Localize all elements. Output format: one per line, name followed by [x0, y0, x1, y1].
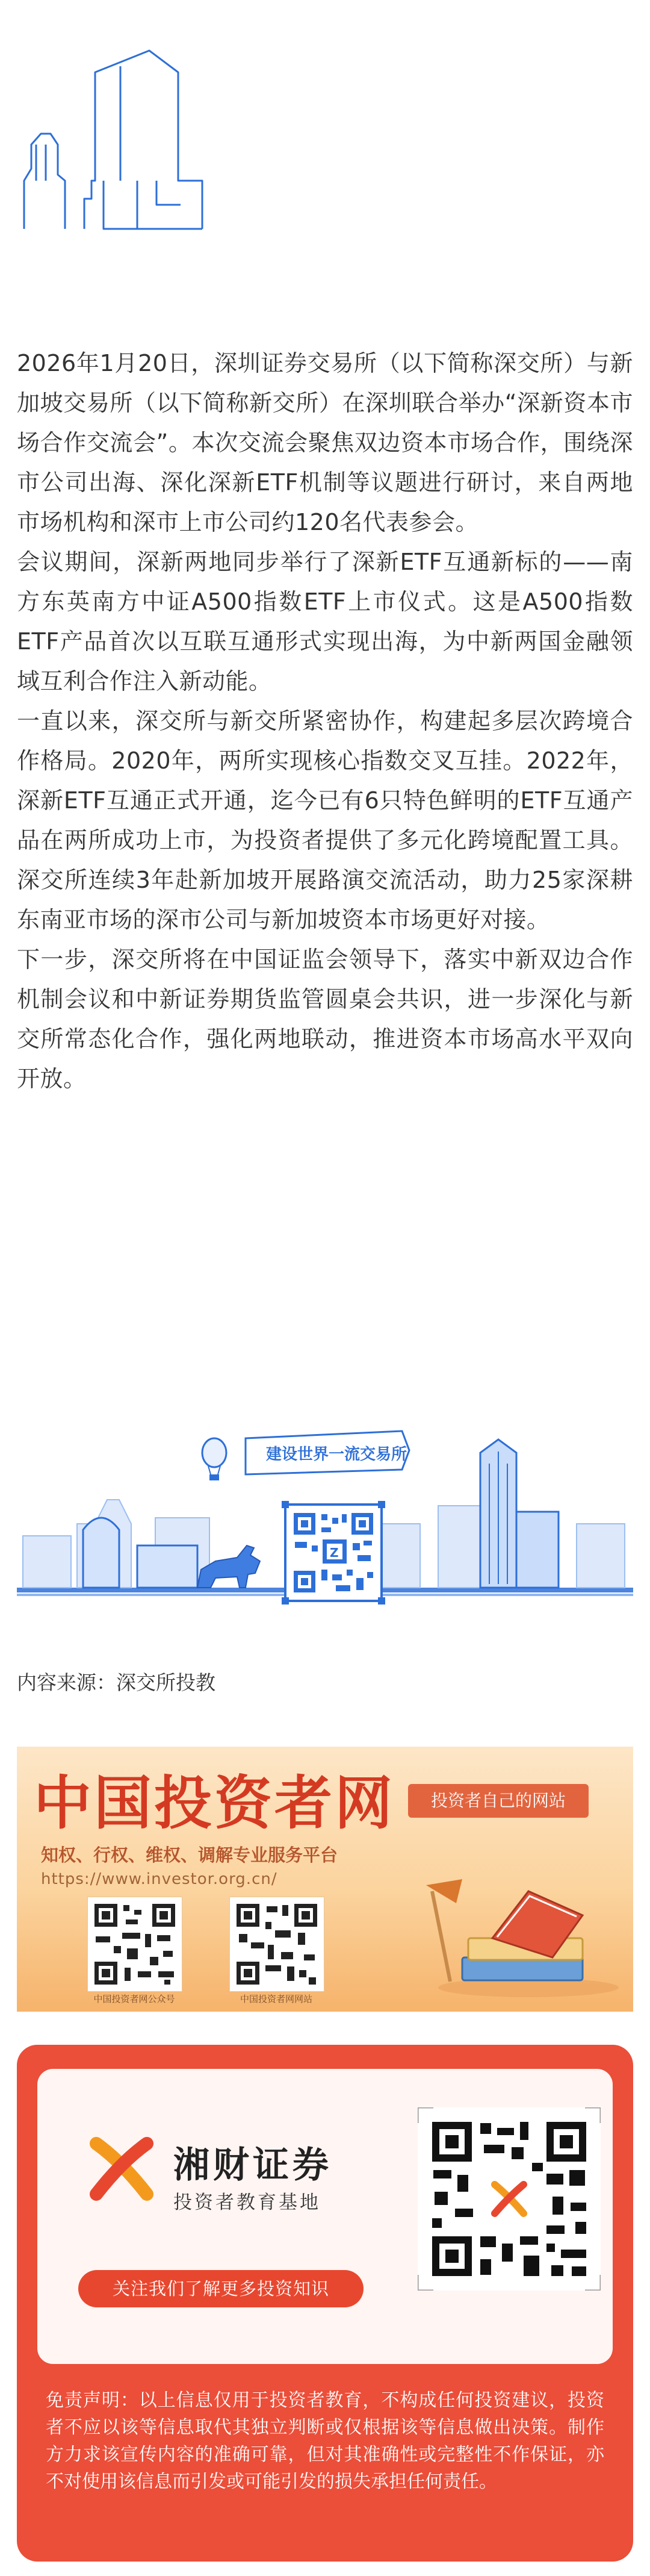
- article-paragraph: 会议期间，深新两地同步举行了深新ETF互通新标的——南方东英南方中证A500指数ETF上市仪式。这是A500指数ETF产品首次以互联互通形式实现出海，为中新两国金融领域互利合作注入新动能。: [17, 549, 633, 694]
- article-paragraph: 一直以来，深交所与新交所紧密协作，构建起多层次跨境合作格局。2020年，两所实现核心指数交叉互挂。2022年，深新ETF互通正式开通，迄今已有6只特色鲜明的ETF互通产品在两所成功上市，为投资者提供了多元化跨境配置工具。深交所连续3年赴新加坡开展路演交流活动，助力25家深耕东南亚市场的深市公司与新加坡资本市场更好对接。: [17, 708, 633, 933]
- investor-banner-url[interactable]: https://www.investor.org.cn/: [41, 1870, 277, 1888]
- disclaimer-text: 免责声明：以上信息仅用于投资者教育，不构成任何投资建议，投资者不应以该等信息取代其独立判断或仅根据该等信息做出决策。制作方力求该宣传内容的准确可靠，但对其准确性或完整性不作保证，亦不对使用该信息而引发或可能引发的损失承担任何责任。: [46, 2390, 604, 2492]
- follow-us-button[interactable]: 关注我们了解更多投资知识: [78, 2270, 364, 2307]
- xiangcai-logo-icon: [84, 2132, 159, 2206]
- article-paragraph: 2026年1月20日，深圳证券交易所（以下简称深交所）与新加坡交易所（以下简称新交所）在深圳联合举办“深新资本市场合作交流会”。本次交流会聚焦双边资本市场合作，围绕深市公司出海、深化深新ETF机制等议题进行研讨，来自两地市场机构和深市上市公司约120名代表参会。: [17, 350, 633, 535]
- xiangcai-name: 湘财证券: [173, 2144, 332, 2186]
- investor-banner-slogan: 投资者自己的网站: [408, 1784, 589, 1818]
- investor-wechat-qr-caption: 中国投资者网公众号: [93, 1994, 175, 2004]
- svg-text:Z: Z: [330, 1545, 339, 1560]
- investor-website-qr-caption: 中国投资者网网站: [240, 1994, 312, 2004]
- books-icon: [426, 1867, 619, 2000]
- article-paragraph: 下一步，深交所将在中国证监会领导下，落实中新双边合作机制会议和中新证券期货监管圆桌会共识，进一步深化与新交所常态化合作，强化两地联动，推进资本市场高水平双向开放。: [17, 946, 633, 1092]
- hot-air-balloon-icon: [202, 1438, 226, 1480]
- investor-website-qr-code: [230, 1897, 324, 1991]
- xiangcai-qr-code: [418, 2107, 601, 2291]
- article-body: [17, 343, 633, 1099]
- investor-banner-subtitle: 知权、行权、维权、调解专业服务平台: [41, 1845, 338, 1865]
- top-skyline-illustration: [0, 0, 650, 289]
- banner-slogan: 建设世界一流交易所: [266, 1445, 407, 1464]
- investor-banner-title: 中国投资者网: [34, 1770, 395, 1837]
- investor-wechat-qr-code: [88, 1897, 182, 1991]
- content-source: 内容来源：深交所投教: [17, 1671, 215, 1694]
- xiangcai-inner-panel: [37, 2069, 613, 2364]
- xiangcai-card: [17, 2045, 633, 2562]
- investor-network-banner[interactable]: [17, 1747, 633, 2012]
- skyline-banner: [17, 1403, 633, 1632]
- xiangcai-tagline: 投资者教育基地: [173, 2192, 321, 2213]
